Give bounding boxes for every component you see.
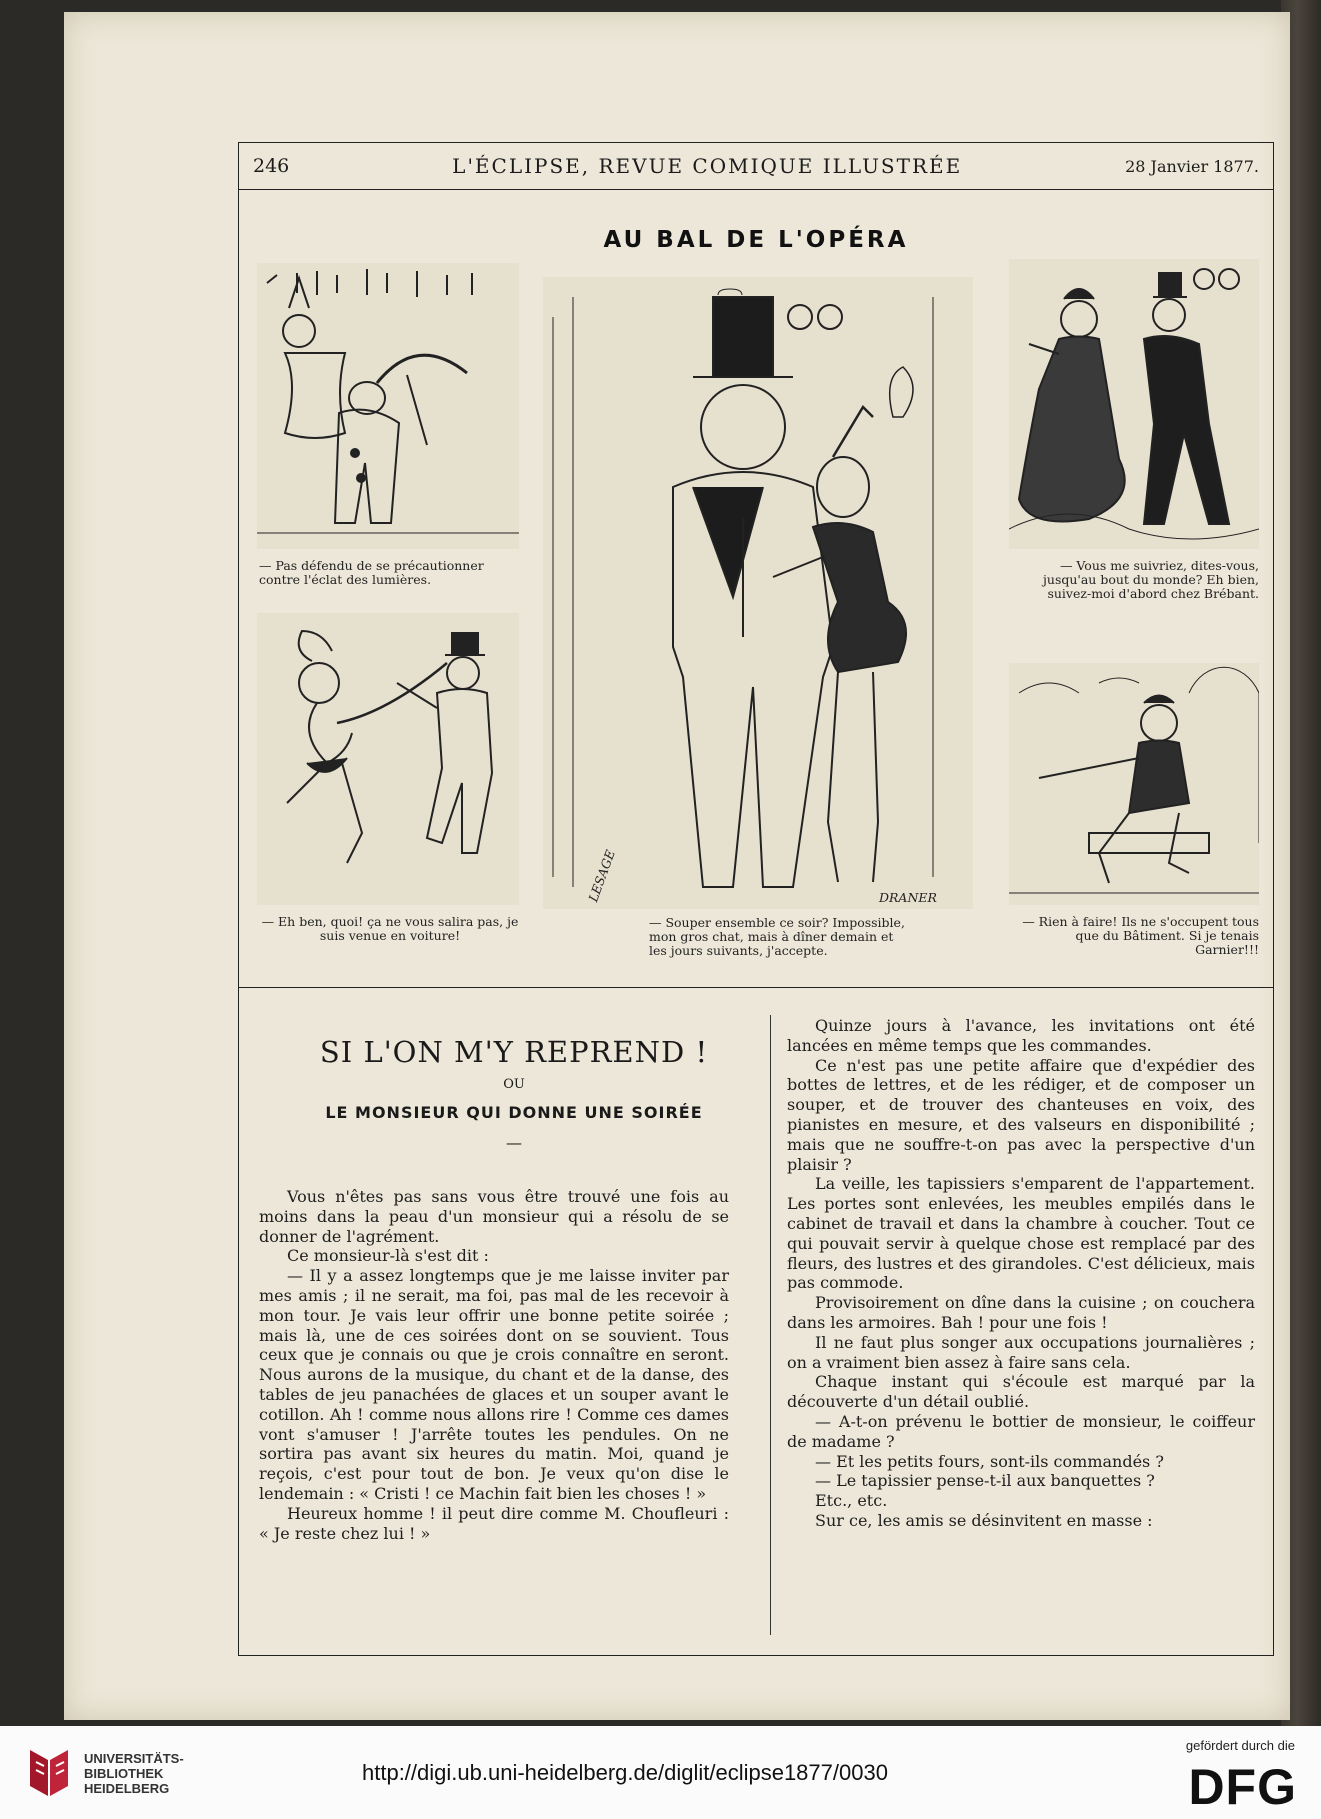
cartoon-panel-umbrella [257, 263, 519, 549]
article-title-or: OU [503, 1077, 525, 1092]
dfg-logo[interactable]: DFG [1188, 1759, 1297, 1815]
signature-lesage: LESAGE [585, 847, 618, 904]
paragraph: Ce monsieur-là s'est dit : [287, 1246, 489, 1266]
paragraph: Chaque instant qui s'écoule est marqué par la découverte d'un détail oublié. [787, 1372, 1255, 1412]
page-scan [64, 12, 1290, 1720]
paragraph: Provisoirement on dîne dans la cuisine ; on couchera dans les armoires. Bah ! pour une fois ! [787, 1293, 1255, 1332]
paragraph: Quinze jours à l'avance, les invitations ont été lancées en même temps que les commandes. [787, 1016, 1255, 1055]
pierrot-umbrella-illustration [257, 263, 519, 549]
viewer-footer [0, 1726, 1321, 1819]
signature-draner: DRANER [879, 890, 937, 905]
paragraph: Sur ce, les amis se désinvitent en masse : [815, 1510, 1153, 1530]
paragraph: Ce n'est pas une petite affaire que d'expédier des bottes de lettres, et de les rédiger, et de composer un souper, et de trouver des chanteuses en voix, des pianistes en mesure, et des valseurs en disponibilité ; mais que ne souffre-t-on pas avec la perspective d'un plaisir ? [787, 1055, 1255, 1174]
page-number: 246 [253, 155, 290, 177]
article-dash: — [506, 1133, 522, 1152]
caption-panel-umbrella: — Pas défendu de se précautionner contre l'éclat des lumières. [259, 558, 484, 587]
article-column-right [787, 1016, 1255, 1531]
permalink-url[interactable]: http://digi.ub.uni-heidelberg.de/diglit/eclipse1877/0030 [362, 1760, 888, 1785]
caption-panel-brebant: — Vous me suivriez, dites-vous, jusqu'au bout du monde? Eh bien, suivez-moi d'abord chez Brébant. [1043, 558, 1259, 601]
caption-panel-garnier: — Rien à faire! Ils ne s'occupent tous que du Bâtiment. Si je tenais Garnier!!! [1022, 914, 1259, 957]
cartoon-panel-souper [543, 277, 973, 909]
running-header [239, 143, 1273, 190]
paragraph: — Il y a assez longtemps que je me laisse inviter par mes amis ; il ne serait, ma foi, pas mal de les recevoir à mon tour. Je vais leur offrir une bonne petite soirée ; mais là, une de ces soirées dont on se souvient. Tous ceux que je connais ou que je crois connaître en seront. Nous aurons de la musique, du chant et de la danse, des tables de jeu panachées de glaces et un souper avant le cotillon. Ah ! comme nous allons rire ! Comme ces dames vont s'amuser ! J'arrête toutes les pendules. On ne sortira pas avant six heures du matin. Moi, quand je reçois, c'est pour tout de bon. Je veux qu'on dise le lendemain : « Cristi ! ce Machin fait bien les choses ! » [259, 1266, 729, 1503]
cartoon-panel-brebant [1009, 259, 1259, 549]
souper-couple-illustration [543, 277, 973, 909]
brebant-couple-illustration [1009, 259, 1259, 549]
paragraph: Heureux homme ! il peut dire comme M. Choufleuri : « Je reste chez lui ! » [259, 1503, 729, 1543]
paragraph: Il ne faut plus songer aux occupations journalières ; on a vraiment bien assez à faire sans cela. [787, 1332, 1255, 1372]
caption-panel-dance: — Eh ben, quoi! ça ne vous salira pas, je suis venue en voiture! [261, 914, 519, 943]
article-column-left [259, 1187, 729, 1543]
cartoon-title: AU BAL DE L'OPÉRA [603, 227, 909, 253]
journal-title: L'ÉCLIPSE, REVUE COMIQUE ILLUSTRÉE [452, 154, 963, 178]
column-divider [770, 1015, 771, 1635]
paragraph: La veille, les tapissiers s'emparent de l'appartement. Les portes sont enlevées, les meubles empilés dans le cabinet de travail et dans la chambre à coucher. Tout ce qui pouvait servir à quelque chose est remplacé par des fleurs, des lustres et des girandoles. C'est délicieux, mais pas commode. [787, 1174, 1255, 1293]
funding-label: gefördert durch die [1185, 1738, 1295, 1753]
paragraph: — Le tapissier pense-t-il aux banquettes ? [815, 1471, 1155, 1491]
university-library-logo-icon [26, 1746, 72, 1800]
paragraph: Vous n'êtes pas sans vous être trouvé une fois au moins dans la peau d'un monsieur qui a résolu de se donner de l'agrément. [259, 1187, 729, 1246]
paragraph: — Et les petits fours, sont-ils commandés ? [815, 1451, 1164, 1471]
paragraph: Etc., etc. [815, 1491, 888, 1511]
dancer-gentleman-illustration [257, 613, 519, 905]
page-frame [238, 142, 1274, 1656]
section-divider [239, 987, 1273, 988]
cartoon-panel-dance [257, 613, 519, 905]
issue-date: 28 Janvier 1877. [1125, 156, 1259, 176]
caption-panel-souper: — Souper ensemble ce soir? Impossible, mon gros chat, mais à dîner demain et les jours suivants, j'accepte. [649, 915, 905, 958]
cartoon-panel-garnier [1009, 663, 1259, 905]
seated-woman-illustration [1009, 663, 1259, 905]
university-library-name[interactable]: UNIVERSITÄTS- BIBLIOTHEK HEIDELBERG [84, 1751, 184, 1796]
article-title: SI L'ON M'Y REPREND ! [319, 1035, 709, 1069]
article-subtitle: LE MONSIEUR QUI DONNE UNE SOIRÉE [325, 1103, 703, 1122]
paragraph: — A-t-on prévenu le bottier de monsieur, le coiffeur de madame ? [787, 1411, 1255, 1451]
